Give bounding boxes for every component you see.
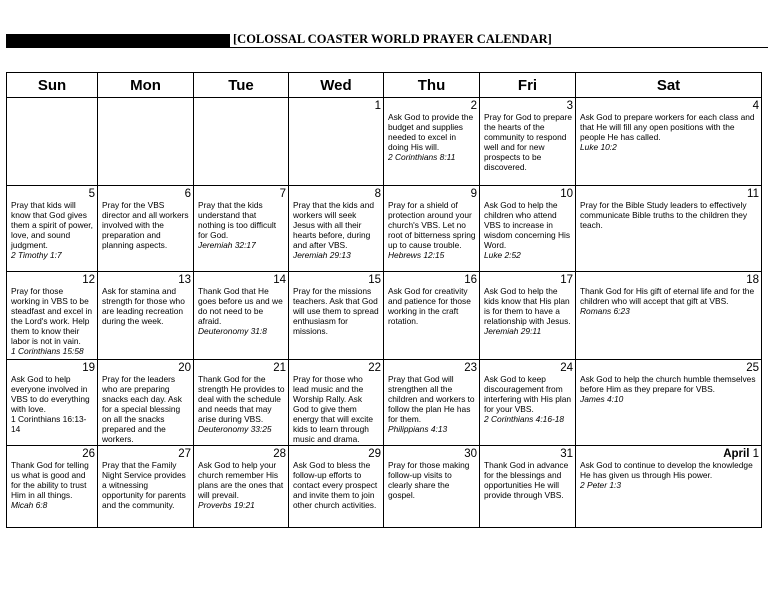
prayer-text: Pray that the kids understand that nothing is too difficult for God. [198,200,277,240]
month-label: April [723,448,750,460]
day-number [484,274,573,286]
day-number-value: 29 [368,448,381,460]
prayer-text: Thank God for telling us what is good and for the ability to trust Him in all things. [11,460,89,500]
scripture-reference: Jeremiah 32:17 [198,240,256,250]
day-number-value: 1 [752,448,759,460]
prayer-text: Thank God for His gift of eternal life and for the children who will accept that gift at VBS. [580,286,755,306]
day-cell [576,186,762,272]
scripture-reference: Deuteronomy 31:8 [198,326,267,336]
day-cell [480,446,576,528]
prayer-text: Ask God to help the kids know that His plan is for them to have a relationship with Jesus. [484,286,571,326]
title-rule [230,47,768,48]
day-number [580,188,759,200]
week-row [7,360,762,446]
week-row [7,98,762,186]
day-number [388,362,477,374]
day-cell [576,272,762,360]
prayer-text: Ask God to prepare workers for each class and that He will fill any open positions with the people He has called. [580,112,755,142]
scripture-reference: Romans 6:23 [580,306,630,316]
prayer-text: Ask God to help everyone involved in VBS to do everything with love. [11,374,90,414]
day-number [484,100,573,112]
day-number-value: 3 [566,100,573,112]
prayer-text: Ask God to keep discouragement from interfering with His plan for your VBS. [484,374,572,414]
prayer-text: Pray for God to prepare the hearts of the community to respond well and for new prospects to be discovered. [484,112,572,172]
prayer-text: Pray for the leaders who are preparing snacks each day. Ask for a special blessing on all the snacks prepared and the workers. [102,374,182,444]
scripture-reference: Micah 6:8 [11,500,48,510]
day-number [11,274,95,286]
day-cell [480,98,576,186]
day-cell [194,446,289,528]
scripture-reference: James 4:10 [580,394,624,404]
day-number-value: 17 [560,274,573,286]
day-number [102,188,191,200]
scripture-reference: 2 Peter 1:3 [580,480,621,490]
day-number-value: 11 [747,188,759,200]
day-cell [576,360,762,446]
day-number [102,362,191,374]
day-number-value: 8 [374,188,381,200]
day-cell [194,272,289,360]
prayer-text: Ask God to provide the budget and supplies needed to excel in doing His will. [388,112,474,152]
scripture-reference: Luke 10:2 [580,142,617,152]
day-number-value: 10 [560,188,573,200]
day-number [484,362,573,374]
day-cell [289,360,384,446]
scripture-reference: Jeremiah 29:13 [293,250,351,260]
day-number-value: 1 [374,100,381,112]
week-row [7,446,762,528]
calendar-body [7,98,762,528]
day-cell [384,272,480,360]
prayer-text: Pray that the kids and workers will seek Jesus with all their hearts before, during and after VBS. [293,200,375,250]
day-number-value: 12 [82,274,95,286]
day-cell [98,446,194,528]
prayer-text: Pray that kids will know that God gives them a spirit of power, love, and sound judgment. [11,200,93,250]
day-number-value: 22 [368,362,381,374]
day-number [102,274,191,286]
day-number-value: 6 [184,188,191,200]
day-number-value: 30 [464,448,477,460]
day-cell [7,272,98,360]
scripture-reference: 2 Timothy 1:7 [11,250,62,260]
prayer-text: Pray for those working in VBS to be steadfast and excel in the Lord's work. Help them to know their labor is not in vain. [11,286,93,346]
day-number [198,448,286,460]
day-number-value: 24 [560,362,573,374]
weekday-tue: Tue [194,73,289,98]
day-cell [289,98,384,186]
day-number-value: 23 [464,362,477,374]
day-cell [384,186,480,272]
day-number-value: 20 [178,362,191,374]
day-cell [480,272,576,360]
scripture-reference: Proverbs 19:21 [198,500,255,510]
prayer-text: Ask God for creativity and patience for those working in the craft rotation. [388,286,471,326]
day-cell [7,186,98,272]
day-number [198,188,286,200]
prayer-text: Thank God in advance for the blessings and opportunities He will provide through VBS. [484,460,569,500]
day-number [388,274,477,286]
scripture-reference: 1 Corinthians 16:13-14 [11,414,87,434]
day-cell [98,98,194,186]
day-number-value: 14 [273,274,286,286]
prayer-text: Pray for the missions teachers. Ask that God will use them to spread enthusiasm for missions. [293,286,379,336]
week-row [7,186,762,272]
scripture-reference: Philippians 4:13 [388,424,448,434]
day-cell [576,98,762,186]
prayer-text: Ask God to bless the follow-up efforts to contact every prospect and invite them to join other church activities. [293,460,378,510]
scripture-reference: Luke 2:52 [484,250,521,260]
week-row [7,272,762,360]
day-number [293,100,381,112]
day-number [484,188,573,200]
weekday-mon: Mon [98,73,194,98]
scripture-reference: 2 Corinthians 8:11 [388,152,456,162]
weekday-wed: Wed [289,73,384,98]
prayer-text: Pray for the Bible Study leaders to effectively communicate Bible truths to the children they teach. [580,200,748,230]
prayer-text: Ask God to help the church humble themselves before Him as they prepare for VBS. [580,374,756,394]
day-cell [194,186,289,272]
day-number [293,274,381,286]
scripture-reference: Hebrews 12:15 [388,250,445,260]
weekday-header-row [7,73,762,98]
day-cell [576,446,762,528]
day-number [198,362,286,374]
day-cell [7,360,98,446]
weekday-fri: Fri [480,73,576,98]
day-cell [7,98,98,186]
prayer-calendar [6,72,762,528]
day-cell [7,446,98,528]
day-cell [480,360,576,446]
day-number-value: 26 [82,448,95,460]
prayer-text: Ask God to help your church remember His plans are the ones that will prevail. [198,460,284,500]
day-cell [384,446,480,528]
prayer-text: Pray for the VBS director and all workers involved with the preparation and planning aspects. [102,200,189,250]
day-number-value: 28 [273,448,286,460]
day-number-value: 9 [470,188,477,200]
day-number [580,274,759,286]
calendar-title: [COLOSSAL COASTER WORLD PRAYER CALENDAR] [233,32,552,46]
day-number-value: 7 [279,188,286,200]
day-number [293,448,381,460]
day-number-value: 4 [752,100,759,112]
weekday-sat: Sat [576,73,762,98]
day-cell [98,360,194,446]
day-cell [194,98,289,186]
day-cell [480,186,576,272]
day-cell [98,272,194,360]
day-number [198,274,286,286]
day-cell [194,360,289,446]
day-cell [384,98,480,186]
prayer-text: Ask God to help the children who attend VBS to increase in wisdom concerning His Word. [484,200,571,250]
day-number-value: 15 [368,274,381,286]
title-bar [6,34,230,48]
day-number [293,188,381,200]
day-number [484,448,573,460]
day-number [580,362,759,374]
day-number [388,188,477,200]
day-number-value: 27 [178,448,191,460]
day-number [11,362,95,374]
scripture-reference: Jeremiah 29:11 [484,326,542,336]
day-cell [289,446,384,528]
day-number [388,100,477,112]
scripture-reference: 1 Corinthians 15:58 [11,346,84,356]
prayer-text: Pray for those making follow-up visits to clearly share the gospel. [388,460,470,500]
day-number [11,448,95,460]
day-number-value: 31 [560,448,573,460]
weekday-thu: Thu [384,73,480,98]
day-number [580,448,759,460]
prayer-text: Ask God to continue to develop the knowledge He has given us through His power. [580,460,753,480]
prayer-text: Ask for stamina and strength for those who are leading recreation during the week. [102,286,185,326]
day-cell [384,360,480,446]
day-cell [289,272,384,360]
prayer-text: Pray that the Family Night Service provides a witnessing opportunity for parents and the community. [102,460,186,510]
day-cell [98,186,194,272]
scripture-reference: Deuteronomy 33:25 [198,424,272,434]
scripture-reference: 2 Corinthians 4:16-18 [484,414,565,424]
day-cell [289,186,384,272]
day-number-value: 5 [88,188,95,200]
day-number-value: 13 [178,274,191,286]
day-number [293,362,381,374]
prayer-text: Thank God that He goes before us and we do not need to be afraid. [198,286,283,326]
day-number [102,448,191,460]
day-number-value: 21 [273,362,286,374]
day-number-value: 16 [464,274,477,286]
day-number-value: 2 [470,100,477,112]
day-number-value: 18 [746,274,759,286]
day-number-value: 19 [82,362,95,374]
weekday-sun: Sun [7,73,98,98]
day-number [580,100,759,112]
day-number [11,188,95,200]
prayer-text: Thank God for the strength He provides to deal with the schedule and needs that may arise during VBS. [198,374,285,424]
prayer-text: Pray for those who lead music and the Worship Rally. Ask God to give them energy that will excite kids to learn through music and drama. [293,374,374,444]
prayer-text: Pray for a shield of protection around your church's VBS. Let no root of bitterness spring up to cause trouble. [388,200,476,250]
day-number-value: 25 [746,362,759,374]
prayer-text: Pray that God will strengthen all the children and workers to follow the plan He has for them. [388,374,475,424]
day-number [388,448,477,460]
